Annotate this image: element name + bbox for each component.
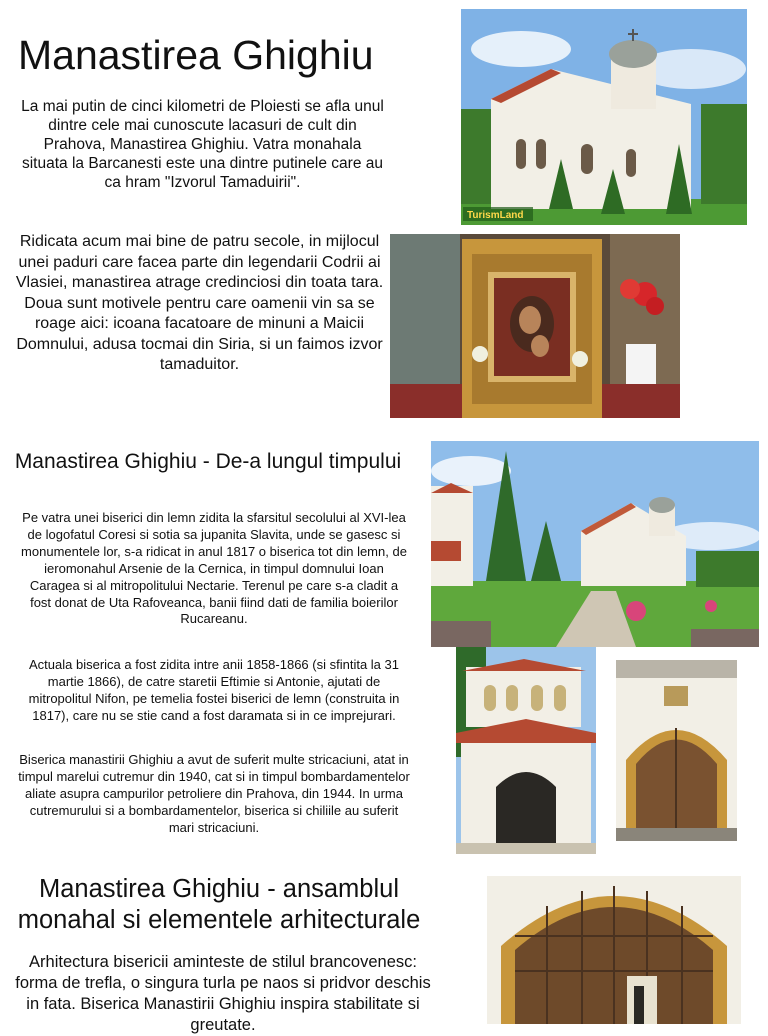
history-paragraph-3: Biserica manastirii Ghighiu a avut de suferit multe stricaciuni, atat in timpul marelui cutremur din 1940, cat si in timpul bombardamentelor aliate asupra campurilor petroliere din Prahova, din 1944. In urma cutremurului si a bombardamentelor, biserica si chiliile au suferit mari stricaciuni. — [18, 752, 410, 835]
wooden-gate-photo — [616, 660, 737, 841]
carved-wooden-door-photo — [487, 876, 741, 1024]
bell-tower-gate-photo — [456, 647, 596, 854]
history-paragraph-1: Pe vatra unei biserici din lemn zidita la sfarsitul secolului al XVI-lea de logofatul Coresi si sotia sa jupanita Slavita, unde se gasesc si monumentele lor, s-a ridicat in anul 1817 o biserica tot din lemn, de ieromonahul Arsenie de la Cernica, in timpul domnului Ioan Caragea si al mitropolitului Nectarie. Terenul pe care s-a cladit a fost donat de Uta Rafoveanca, banii fiind dati de familia boierilor Rucareanu. — [21, 510, 407, 627]
architecture-paragraph: Arhitectura bisericii aminteste de stilul brancovenesc: forma de trefla, o singura turla pe naos si pridvor deschis in fata. Biserica Manastirii Ghighiu inspira stabilitate si greutate. — [15, 953, 431, 1034]
section-title-history: Manastirea Ghighiu - De-a lungul timpului — [14, 450, 402, 473]
history-paragraph-2: Actuala biserica a fost zidita intre anii 1858-1866 (si sfintita la 31 martie 1866), de catre staretii Eftimie si Antonie, ajutati de mitropolitul Nifon, pe temelia fostei biserici de lemn (construita in 1817), care nu se stie cand a fost daramata si in ce imprejurari. — [28, 657, 400, 723]
intro-paragraph: La mai putin de cinci kilometri de Ploiesti se afla unul dintre cele mai cunoscute lacasuri de cult din Prahova, Manastirea Ghighiu. Vatra monahala situata la Barcanesti este una dintre putinele care au ca hram "Izvorul Tamaduirii". — [21, 98, 384, 191]
icon-of-virgin-mary-photo — [390, 234, 680, 418]
page-title: Manastirea Ghighiu — [18, 32, 374, 78]
history-intro-paragraph: Ridicata acum mai bine de patru secole, in mijlocul unei paduri care facea parte din legendarii Codrii ai Vlasiei, manastirea atrage credinciosi din toata tara. Doua sunt motivele pentru care oamenii vin sa se roage aici: icoana facatoare de minuni a Maicii Domnului, adusa tocmai din Siria, si un faimos izvor tamaduitor. — [15, 233, 384, 373]
church-exterior-photo — [461, 9, 747, 225]
section-title-architecture: Manastirea Ghighiu - ansamblul monahal si elementele arhitecturale — [17, 875, 421, 934]
monastery-courtyard-photo — [431, 441, 759, 647]
photo-watermark: TurismLand — [467, 210, 524, 221]
